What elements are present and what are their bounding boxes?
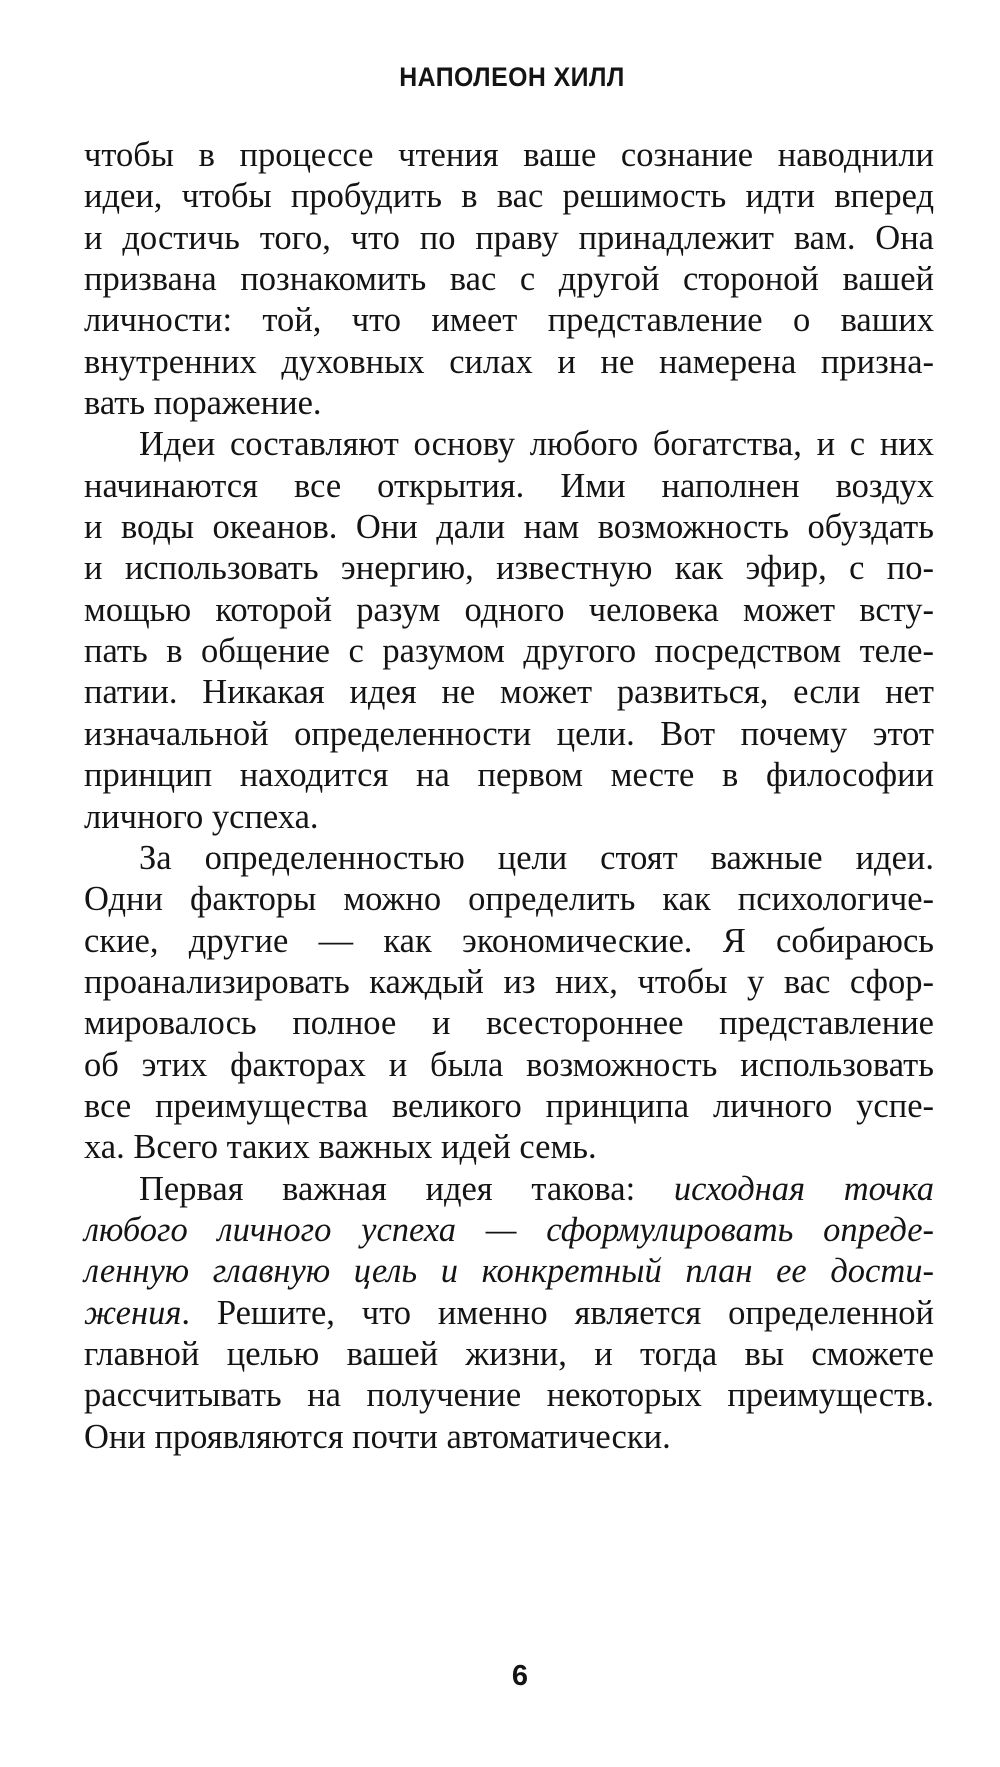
- text-line: принцип находится на первом месте в философии: [84, 756, 934, 795]
- text-line: ха. Всего таких важных идей семь.: [84, 1128, 597, 1167]
- text-line: ские, другие — как экономические. Я собираюсь: [84, 921, 934, 960]
- text-line: [84, 1210, 934, 1251]
- text-line: [84, 1169, 934, 1210]
- italic-run: ленную главную цель и конкретный план ее дости-: [84, 1252, 934, 1291]
- text-run: рассчитывать на получение некоторых преимуществ.: [84, 1376, 934, 1415]
- text-run: Они проявляются почти автоматически.: [84, 1417, 671, 1456]
- text-line: [84, 1251, 934, 1292]
- text-line: изначальной определенности цели. Вот почему этот: [84, 714, 934, 753]
- text-line: все преимущества великого принципа личного успе-: [84, 1086, 934, 1125]
- text-line: [84, 1334, 934, 1375]
- text-line: Идеи составляют основу любого богатства, и с них: [139, 425, 934, 464]
- text-line: и воды океанов. Они дали нам возможность обуздать: [84, 508, 934, 547]
- text-run: Первая важная идея такова:: [139, 1169, 674, 1208]
- text-line: чтобы в процессе чтения ваше сознание наводнили: [84, 136, 934, 174]
- paragraph-2: [84, 424, 934, 837]
- text-line: За определенностью цели стоят важные идеи.: [139, 838, 934, 877]
- italic-run: любого личного успеха — сформулировать опреде-: [84, 1210, 934, 1249]
- paragraph-4: [84, 1169, 934, 1458]
- italic-run: исходная точка: [673, 1169, 934, 1208]
- text-line: [84, 1293, 934, 1334]
- text-line: патии. Никакая идея не может развиться, если нет: [84, 673, 934, 712]
- text-line: Одни факторы можно определить как психологиче-: [84, 880, 934, 919]
- text-line: личного успеха.: [84, 797, 319, 836]
- text-line: начинаются все открытия. Ими наполнен воздух: [84, 466, 934, 505]
- text-line: мировалось полное и всестороннее представление: [84, 1004, 934, 1043]
- paragraph-1: [84, 135, 934, 424]
- italic-run: жения: [84, 1293, 182, 1332]
- text-run: . Решите, что именно является определенной: [181, 1293, 934, 1332]
- body-text: [84, 135, 934, 1458]
- text-line: идеи, чтобы пробудить в вас решимость идти вперед: [84, 177, 934, 216]
- text-run: главной целью вашей жизни, и тогда вы сможете: [84, 1334, 934, 1373]
- text-line: [84, 1375, 934, 1416]
- text-line: личности: той, что имеет представление о ваших: [84, 301, 934, 340]
- text-line: призвана познакомить вас с другой стороной вашей: [84, 260, 934, 299]
- text-line: и достичь того, что по праву принадлежит вам. Она: [84, 218, 934, 257]
- text-line: и использовать энергию, известную как эфир, с по-: [84, 549, 934, 588]
- text-line: мощью которой разум одного человека может всту-: [84, 590, 934, 629]
- text-line: [84, 1417, 934, 1458]
- page-number: 6: [511, 1660, 529, 1692]
- running-head: НАПОЛЕОН ХИЛЛ: [399, 62, 625, 92]
- paragraph-3: [84, 838, 934, 1169]
- text-line: об этих факторах и была возможность использовать: [84, 1045, 934, 1084]
- text-line: внутренних духовных силах и не намерена призна-: [84, 342, 934, 381]
- text-line: пать в общение с разумом другого посредством теле-: [84, 632, 934, 671]
- text-line: проанализировать каждый из них, чтобы у вас сфор-: [84, 962, 934, 1001]
- text-line: вать поражение.: [84, 384, 322, 423]
